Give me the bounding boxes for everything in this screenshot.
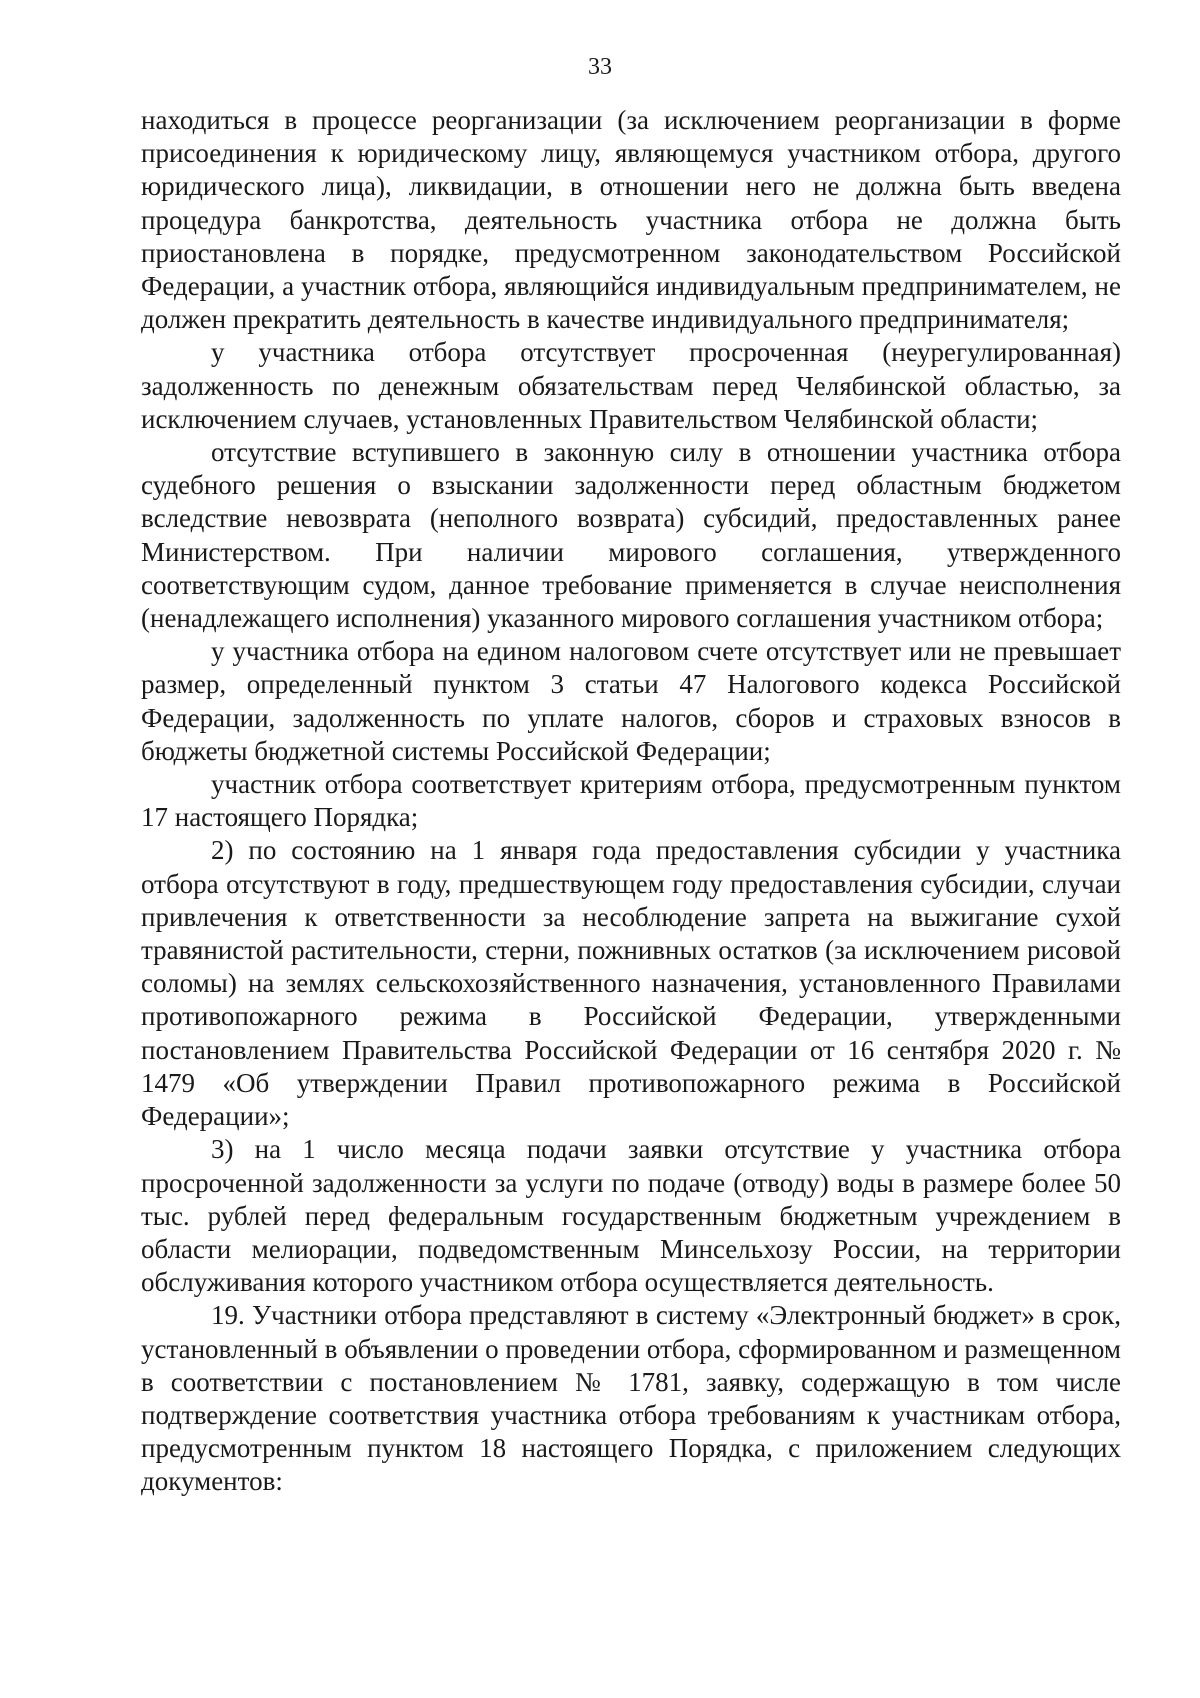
- paragraph-7: 3) на 1 число месяца подачи заявки отсутствие у участника отбора просроченной задолженности за услуги по подаче (отводу) воды в размере более 50 тыс. рублей перед федеральным государственным бюджетным учреждением в области мелиорации, подведомственным Минсельхозу России, на территории обслуживания которого участником отбора осуществляется деятельность.: [141, 1134, 1121, 1298]
- paragraph-1: находиться в процессе реорганизации (за исключением реорганизации в форме присоединения к юридическому лицу, являющемуся участником отбора, другого юридического лица), ликвидации, в отношении него не должна быть введена процедура банкротства, деятельность участника отбора не должна быть приостановлена в порядке, предусмотренном законодательством Российской Федерации, а участник отбора, являющийся индивидуальным предпринимателем, не должен прекратить деятельность в качестве индивидуального предпринимателя;: [141, 105, 1121, 335]
- paragraph-8: 19. Участники отбора представляют в систему «Электронный бюджет» в срок, установленный в объявлении о проведении отбора, сформированном и размещенном в соответствии с постановлением № 1781, заявку, содержащую в том числе подтверждение соответствия участника отбора требованиям к участникам отбора, предусмотренным пунктом 18 настоящего Порядка, с приложением следующих документов:: [141, 1300, 1121, 1497]
- paragraph-4: у участника отбора на едином налоговом счете отсутствует или не превышает размер, определенный пунктом 3 статьи 47 Налогового кодекса Российской Федерации, задолженность по уплате налогов, сборов и страховых взносов в бюджеты бюджетной системы Российской Федерации;: [141, 636, 1121, 766]
- paragraph-3: отсутствие вступившего в законную силу в отношении участника отбора судебного решения о взыскании задолженности перед областным бюджетом вследствие невозврата (неполного возврата) субсидий, предоставленных ранее Министерством. При наличии мирового соглашения, утвержденного соответствующим судом, данное требование применяется в случае неисполнения (ненадлежащего исполнения) указанного мирового соглашения участником отбора;: [141, 437, 1121, 634]
- document-body: [141, 104, 1121, 1499]
- paragraph-5: участник отбора соответствует критериям отбора, предусмотренным пунктом 17 настоящего Порядка;: [141, 769, 1121, 833]
- paragraph-2: у участника отбора отсутствует просроченная (неурегулированная) задолженность по денежным обязательствам перед Челябинской областью, за исключением случаев, установленных Правительством Челябинской области;: [141, 337, 1121, 434]
- paragraph-6: 2) по состоянию на 1 января года предоставления субсидии у участника отбора отсутствуют в году, предшествующем году предоставления субсидии, случаи привлечения к ответственности за несоблюдение запрета на выжигание сухой травянистой растительности, стерни, пожнивных остатков (за исключением рисовой соломы) на землях сельскохозяйственного назначения, установленного Правилами противопожарного режима в Российской Федерации, утвержденными постановлением Правительства Российской Федерации от 16 сентября 2020 г. № 1479 «Об утверждении Правил противопожарного режима в Российской Федерации»;: [141, 835, 1121, 1132]
- page-number: 33: [588, 54, 612, 80]
